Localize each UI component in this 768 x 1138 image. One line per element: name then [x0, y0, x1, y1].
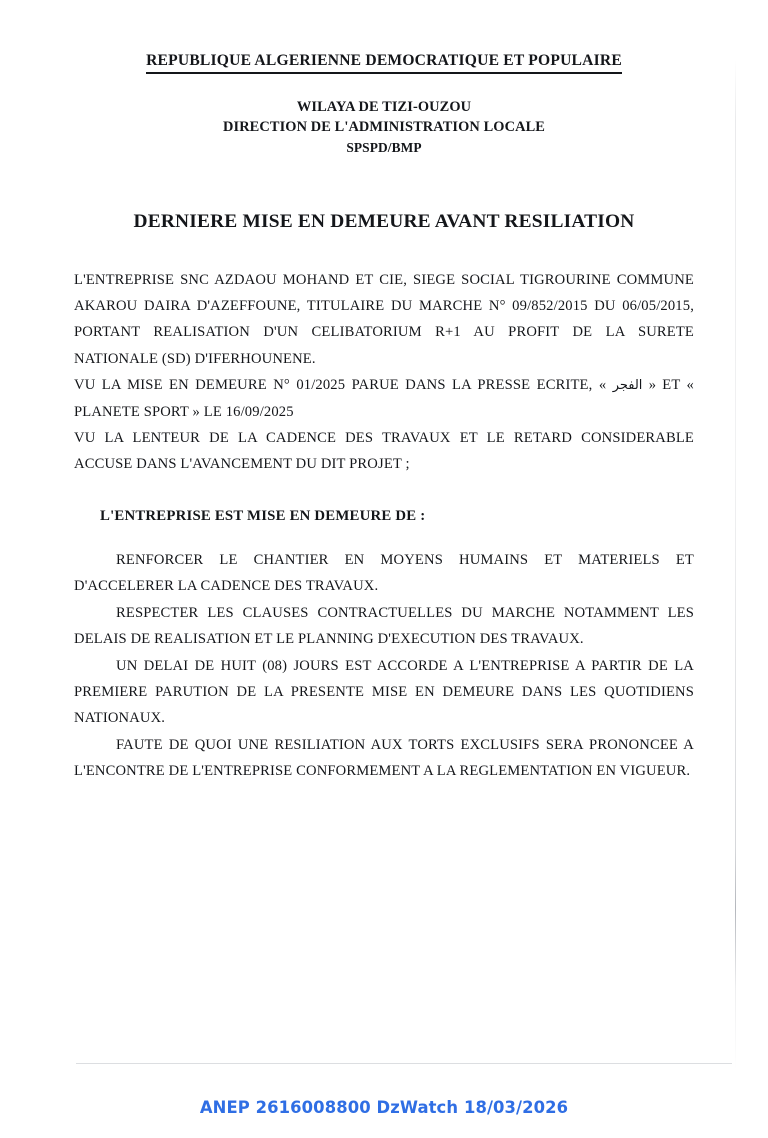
letterhead: [0, 52, 768, 157]
paragraph-company-identification: L'ENTREPRISE SNC AZDAOU MOHAND ET CIE, SIEGE SOCIAL TIGROURINE COMMUNE AKAROU DAIRA D'AZEFFOUNE, TITULAIRE DU MARCHE N° 09/852/2015 DU 06/05/2015, PORTANT REALISATION D'UN CELIBATORIUM R+1 AU PROFIT DE LA SURETE NATIONALE (SD) D'IFERHOUNENE.: [74, 271, 694, 367]
paragraph-notice-reference: [74, 372, 694, 425]
wilaya-line: WILAYA DE TIZI-OUZOU: [296, 98, 472, 115]
issuing-authority-block: [0, 97, 768, 157]
newspaper-name-arabic: الفجر: [612, 378, 643, 394]
direction-line: DIRECTION DE L'ADMINISTRATION LOCALE: [223, 119, 545, 136]
obligation-item: FAUTE DE QUOI UNE RESILIATION AUX TORTS EXCLUSIFS SERA PRONONCEE A L'ENCONTRE DE L'ENTREPRISE CONFORMEMENT A LA REGLEMENTATION EN VIGUEUR.: [74, 736, 694, 780]
notice-reference-text-after: » ET « PLANETE SPORT » LE 16/09/2025: [74, 377, 694, 420]
scan-artifact-horizontal-line: [76, 1063, 732, 1064]
section-heading-obligations: L'ENTREPRISE EST MISE EN DEMEURE DE :: [100, 507, 426, 524]
document-title: DERNIERE MISE EN DEMEURE AVANT RESILIATION: [133, 210, 635, 232]
obligation-item: UN DELAI DE HUIT (08) JOURS EST ACCORDE A L'ENTREPRISE A PARTIR DE LA PREMIERE PARUTION DE LA PRESENTE MISE EN DEMEURE DANS LES QUOTIDIENS NATIONAUX.: [74, 657, 694, 727]
republic-heading: REPUBLIQUE ALGERIENNE DEMOCRATIQUE ET POPULAIRE: [146, 52, 622, 74]
obligation-item: RESPECTER LES CLAUSES CONTRACTUELLES DU MARCHE NOTAMMENT LES DELAIS DE REALISATION ET LE PLANNING D'EXECUTION DES TRAVAUX.: [74, 604, 694, 648]
anep-footer-reference: ANEP 2616008800 DzWatch 18/03/2026: [199, 1098, 569, 1117]
paragraph-delay-finding: VU LA LENTEUR DE LA CADENCE DES TRAVAUX ET LE RETARD CONSIDERABLE ACCUSE DANS L'AVANCEMENT DU DIT PROJET ;: [74, 430, 694, 473]
document-body: [74, 267, 694, 785]
service-code-line: SPSPD/BMP: [346, 139, 422, 155]
notice-reference-text-before: VU LA MISE EN DEMEURE N° 01/2025 PARUE DANS LA PRESSE ECRITE, «: [74, 377, 613, 394]
obligation-item: RENFORCER LE CHANTIER EN MOYENS HUMAINS ET MATERIELS ET D'ACCELERER LA CADENCE DES TRAVAUX.: [74, 551, 694, 595]
